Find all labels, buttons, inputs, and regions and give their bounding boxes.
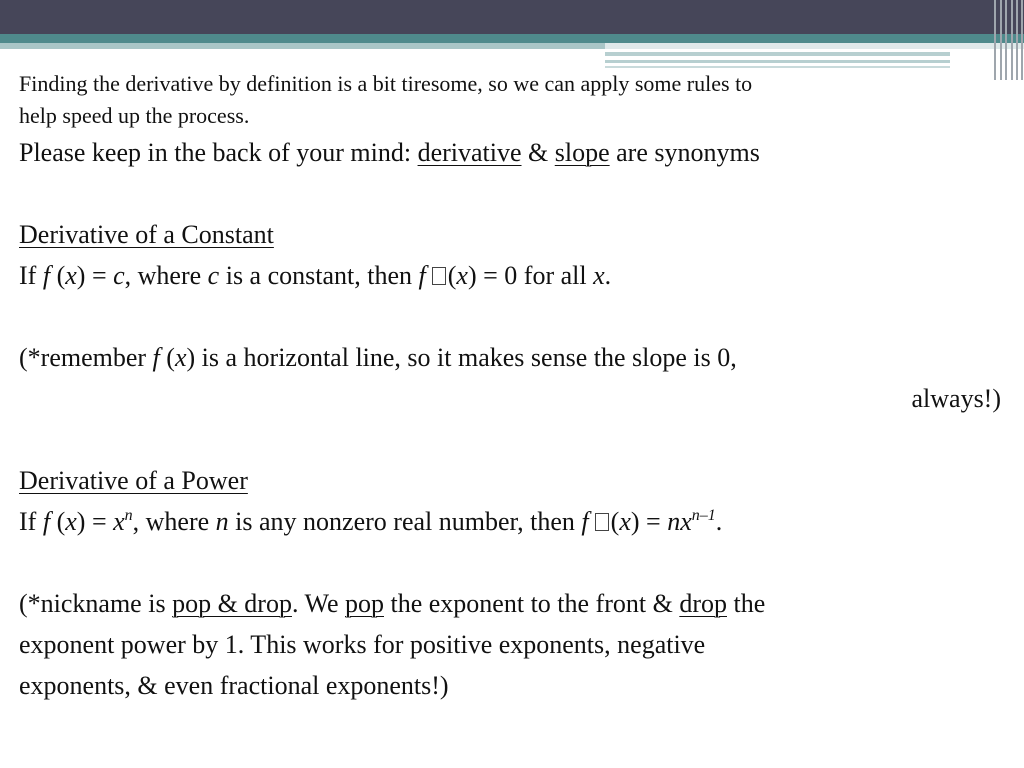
- note-text: the exponent to the front &: [384, 589, 680, 618]
- slide-body: [19, 68, 1009, 706]
- rule-text: (: [447, 261, 457, 290]
- math-f: f: [152, 343, 160, 372]
- rule-text: ) =: [76, 507, 114, 536]
- header-rule: [605, 60, 950, 63]
- math-n: n: [215, 507, 229, 536]
- spacer: [19, 419, 1009, 460]
- rule-text: is a constant, then: [219, 261, 419, 290]
- constant-rule: [19, 255, 1009, 296]
- rule-text: ) =: [76, 261, 114, 290]
- term-derivative: derivative: [417, 138, 522, 167]
- header-bar: [0, 0, 1024, 34]
- power-rule: [19, 501, 1009, 542]
- math-f: f: [418, 261, 426, 290]
- reminder-suffix: are synonyms: [609, 138, 760, 167]
- power-heading: [19, 460, 1009, 501]
- spacer: [19, 173, 1009, 214]
- rule-text: ) = 0 for all: [467, 261, 594, 290]
- math-exponent: n–1: [691, 507, 716, 524]
- constant-heading: [19, 214, 1009, 255]
- math-x: x: [619, 507, 631, 536]
- header-accent-pale: [605, 43, 1024, 49]
- stripe: [1011, 0, 1013, 80]
- math-c: c: [113, 261, 125, 290]
- math-f: f: [42, 261, 51, 290]
- missing-glyph-icon: [432, 267, 446, 285]
- power-heading-text: Derivative of a Power: [19, 466, 248, 495]
- math-x: x: [174, 343, 187, 372]
- rule-text: , where: [124, 261, 208, 290]
- note-text: the: [727, 589, 766, 618]
- math-exponent: n: [124, 507, 133, 524]
- rule-text: is any nonzero real number, then: [228, 507, 582, 536]
- intro-line-2: help speed up the process.: [19, 103, 250, 128]
- constant-note: [19, 337, 1009, 378]
- rule-text: ) =: [630, 507, 668, 536]
- header-accent-band: [0, 34, 1024, 43]
- term-slope: slope: [554, 138, 610, 167]
- rule-text: , where: [132, 507, 216, 536]
- rule-text: .: [604, 261, 612, 290]
- power-note-line-3: exponents, & even fractional exponents!): [19, 671, 449, 700]
- math-x: x: [65, 507, 77, 536]
- note-text: . We: [291, 589, 345, 618]
- rule-text: (: [610, 507, 620, 536]
- power-note: [19, 583, 1009, 624]
- reminder-line: [19, 132, 1009, 173]
- note-text: ) is a horizontal line, so it makes sense the slope is 0,: [186, 343, 737, 372]
- term-drop: drop: [679, 589, 727, 618]
- spacer: [19, 542, 1009, 583]
- math-f: f: [581, 507, 589, 536]
- term-pop: pop: [345, 589, 384, 618]
- math-x: x: [593, 261, 605, 290]
- note-text: (*remember: [19, 343, 153, 372]
- math-x: x: [65, 261, 77, 290]
- reminder-prefix: Please keep in the back of your mind:: [19, 138, 418, 167]
- spacer: [19, 296, 1009, 337]
- math-c: c: [207, 261, 220, 290]
- note-text: (: [159, 343, 175, 372]
- math-x: x: [113, 507, 125, 536]
- stripe: [1016, 0, 1018, 80]
- stripe: [1021, 0, 1023, 80]
- rule-text: If: [19, 261, 43, 290]
- constant-note-end: always!): [911, 384, 1001, 413]
- rule-text: (: [50, 261, 66, 290]
- power-note-line-2: exponent power by 1. This works for positive exponents, negative: [19, 630, 706, 659]
- math-nx: nx: [667, 507, 692, 536]
- reminder-amp: &: [521, 138, 555, 167]
- header-accent-light: [0, 43, 605, 49]
- math-f: f: [42, 507, 51, 536]
- rule-text: (: [50, 507, 66, 536]
- term-pop-drop: pop & drop: [172, 589, 292, 618]
- constant-heading-text: Derivative of a Constant: [19, 220, 274, 249]
- rule-text: .: [715, 507, 723, 536]
- missing-glyph-icon: [595, 513, 609, 531]
- header-rule: [605, 52, 950, 56]
- rule-text: If: [19, 507, 43, 536]
- math-x: x: [456, 261, 468, 290]
- intro-line-1: Finding the derivative by definition is a bit tiresome, so we can apply some rules to: [19, 71, 753, 96]
- note-text: (*nickname is: [19, 589, 173, 618]
